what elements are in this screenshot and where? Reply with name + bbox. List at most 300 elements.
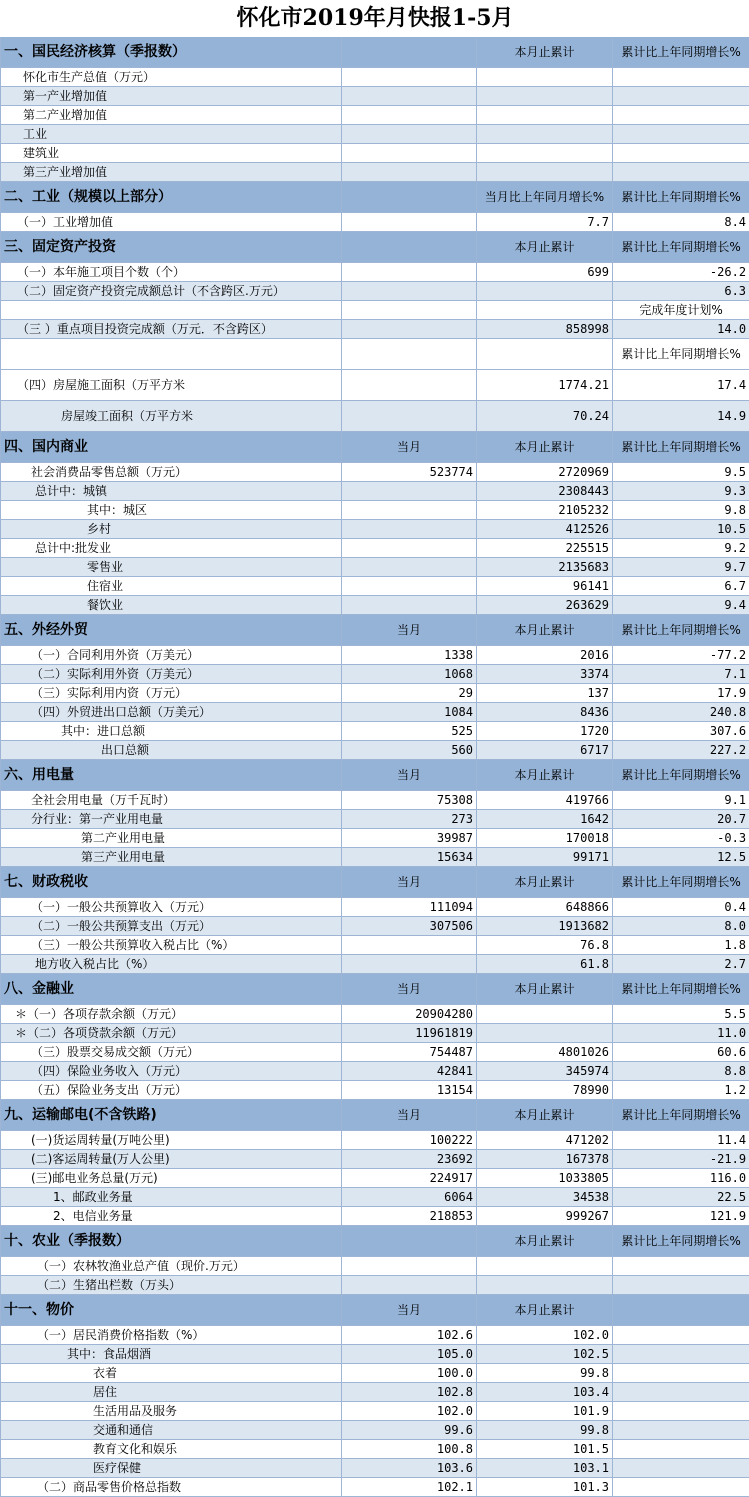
- cell-growth: -0.3: [613, 829, 749, 848]
- cell-cumulative: 6717: [477, 741, 613, 760]
- cell-cumulative: 101.3: [477, 1478, 613, 1497]
- section-title: 十一、物价: [1, 1295, 342, 1326]
- cell-growth: [613, 1257, 749, 1276]
- cell-growth: 17.4: [613, 370, 749, 401]
- table-row: [1, 848, 749, 867]
- cell-growth: 307.6: [613, 722, 749, 741]
- table-row: [1, 1440, 749, 1459]
- row-label: 医疗保健: [1, 1459, 342, 1478]
- cell-cumulative: 103.4: [477, 1383, 613, 1402]
- col-header-growth: 累计比上年同期增长%: [613, 867, 749, 898]
- row-label: （二）生猪出栏数（万头）: [1, 1276, 342, 1295]
- cell-growth: [613, 68, 749, 87]
- col-header-cumulative: 本月止累计: [477, 615, 613, 646]
- cell-growth: 1.2: [613, 1081, 749, 1100]
- cell-month: [342, 955, 477, 974]
- cell-growth: 0.4: [613, 898, 749, 917]
- table-row: [1, 520, 749, 539]
- row-label: 出口总额: [1, 741, 342, 760]
- row-label: 第二产业用电量: [1, 829, 342, 848]
- row-label: 地方收入税占比（%）: [1, 955, 342, 974]
- cell-cumulative: 99171: [477, 848, 613, 867]
- cell-cumulative: 419766: [477, 791, 613, 810]
- col-header-growth: 累计比上年同期增长%: [613, 615, 749, 646]
- cell-growth: [613, 1383, 749, 1402]
- table-row: [1, 1326, 749, 1345]
- cell-month: [342, 539, 477, 558]
- table-row: [1, 125, 749, 144]
- subheader-row: [1, 301, 749, 320]
- page-title: 怀化市2019年月快报1-5月: [1, 1, 749, 37]
- table-row: [1, 68, 749, 87]
- cell-cumulative: 101.9: [477, 1402, 613, 1421]
- col-header-month: [342, 37, 477, 68]
- table-row: [1, 1131, 749, 1150]
- cell-growth: -21.9: [613, 1150, 749, 1169]
- table-row: [1, 665, 749, 684]
- table-row: [1, 1459, 749, 1478]
- cell-cumulative: [477, 1257, 613, 1276]
- cell-month: [342, 263, 477, 282]
- row-label: （四）外贸进出口总额（万美元）: [1, 703, 342, 722]
- col-header-month: 当月: [342, 974, 477, 1005]
- col-header-cumulative: 本月止累计: [477, 1295, 613, 1326]
- table-row: [1, 936, 749, 955]
- table-row: [1, 282, 749, 301]
- col-header-growth: 累计比上年同期增长%: [613, 232, 749, 263]
- cell-cumulative: [477, 1024, 613, 1043]
- cell-cumulative: [477, 301, 613, 320]
- cell-growth: 10.5: [613, 520, 749, 539]
- cell-growth: [613, 1440, 749, 1459]
- section-title: 三、固定资产投资: [1, 232, 342, 263]
- cell-growth: 9.7: [613, 558, 749, 577]
- row-label: （一）合同利用外资（万美元）: [1, 646, 342, 665]
- cell-month: 100.0: [342, 1364, 477, 1383]
- section-title: 五、外经外贸: [1, 615, 342, 646]
- cell-month: [342, 339, 477, 370]
- table-row: [1, 684, 749, 703]
- cell-cumulative: 1642: [477, 810, 613, 829]
- subheader-row: [1, 339, 749, 370]
- cell-growth: [613, 144, 749, 163]
- row-label: 分行业：第一产业用电量: [1, 810, 342, 829]
- cell-month: 75308: [342, 791, 477, 810]
- row-label: 居住: [1, 1383, 342, 1402]
- cell-cumulative: 102.0: [477, 1326, 613, 1345]
- row-label: （一）本年施工项目个数（个）: [1, 263, 342, 282]
- table-row: [1, 401, 749, 432]
- row-label: 第一产业增加值: [1, 87, 342, 106]
- row-label: 住宿业: [1, 577, 342, 596]
- col-header-growth: 累计比上年同期增长%: [613, 974, 749, 1005]
- cell-growth: 227.2: [613, 741, 749, 760]
- table-row: [1, 463, 749, 482]
- cell-month: 20904280: [342, 1005, 477, 1024]
- cell-growth: [613, 1364, 749, 1383]
- col-header-growth: 累计比上年同期增长%: [613, 432, 749, 463]
- row-label: 其中：进口总额: [1, 722, 342, 741]
- table-row: [1, 370, 749, 401]
- cell-cumulative: 96141: [477, 577, 613, 596]
- section-title: 二、工业（规模以上部分）: [1, 182, 342, 213]
- table-row: [1, 955, 749, 974]
- row-label: 怀化市生产总值（万元）: [1, 68, 342, 87]
- section-header-row: [1, 432, 749, 463]
- row-label: 第三产业增加值: [1, 163, 342, 182]
- cell-month: 105.0: [342, 1345, 477, 1364]
- row-label: 交通和通信: [1, 1421, 342, 1440]
- table-row: [1, 163, 749, 182]
- col-header-month: 当月: [342, 760, 477, 791]
- section-title: 十、农业（季报数）: [1, 1226, 342, 1257]
- cell-growth: 240.8: [613, 703, 749, 722]
- row-label: （二）一般公共预算支出（万元）: [1, 917, 342, 936]
- section-header-row: [1, 1100, 749, 1131]
- cell-month: [342, 1276, 477, 1295]
- table-row: [1, 1364, 749, 1383]
- section-header-row: [1, 1295, 749, 1326]
- table-row: [1, 1005, 749, 1024]
- cell-cumulative: 345974: [477, 1062, 613, 1081]
- cell-month: 29: [342, 684, 477, 703]
- table-row: [1, 213, 749, 232]
- row-label: 生活用品及服务: [1, 1402, 342, 1421]
- cell-growth: 20.7: [613, 810, 749, 829]
- cell-growth: 9.2: [613, 539, 749, 558]
- table-row: [1, 501, 749, 520]
- cell-growth: 9.8: [613, 501, 749, 520]
- title-row: [1, 1, 749, 37]
- cell-month: [342, 596, 477, 615]
- row-label: (二)客运周转量(万人公里): [1, 1150, 342, 1169]
- cell-month: 102.6: [342, 1326, 477, 1345]
- table-row: [1, 482, 749, 501]
- cell-cumulative: 78990: [477, 1081, 613, 1100]
- table-row: [1, 596, 749, 615]
- col-header-cumulative: 本月止累计: [477, 974, 613, 1005]
- section-title: 九、运输邮电(不含铁路): [1, 1100, 342, 1131]
- row-label: （三 ）重点项目投资完成额（万元．不含跨区）: [1, 320, 342, 339]
- cell-growth: [613, 1459, 749, 1478]
- cell-growth: 14.0: [613, 320, 749, 339]
- cell-growth: 9.5: [613, 463, 749, 482]
- cell-growth: 7.1: [613, 665, 749, 684]
- row-label: 房屋竣工面积（万平方米: [1, 401, 342, 432]
- table-row: [1, 646, 749, 665]
- cell-month: 754487: [342, 1043, 477, 1062]
- row-label: 第二产业增加值: [1, 106, 342, 125]
- cell-growth: [613, 125, 749, 144]
- cell-month: [342, 577, 477, 596]
- table-row: [1, 1207, 749, 1226]
- row-label: 其中：食品烟酒: [1, 1345, 342, 1364]
- cell-cumulative: 99.8: [477, 1364, 613, 1383]
- cell-cumulative: 1720: [477, 722, 613, 741]
- section-header-row: [1, 615, 749, 646]
- row-label: 第三产业用电量: [1, 848, 342, 867]
- cell-cumulative: 1033805: [477, 1169, 613, 1188]
- cell-month: 560: [342, 741, 477, 760]
- section-title: 六、用电量: [1, 760, 342, 791]
- col-header-cumulative: 当月比上年同月增长%: [477, 182, 613, 213]
- cell-month: 102.0: [342, 1402, 477, 1421]
- cell-month: 13154: [342, 1081, 477, 1100]
- row-label: 教育文化和娱乐: [1, 1440, 342, 1459]
- table-row: [1, 1169, 749, 1188]
- table-row: [1, 1345, 749, 1364]
- col-header-growth: 累计比上年同期增长%: [613, 760, 749, 791]
- cell-cumulative: 263629: [477, 596, 613, 615]
- cell-growth: [613, 1276, 749, 1295]
- table-row: [1, 1081, 749, 1100]
- cell-month: [342, 482, 477, 501]
- cell-cumulative: 103.1: [477, 1459, 613, 1478]
- cell-growth: 22.5: [613, 1188, 749, 1207]
- section-header-row: [1, 232, 749, 263]
- cell-growth: 8.8: [613, 1062, 749, 1081]
- cell-growth: 8.4: [613, 213, 749, 232]
- row-label: ＊（一）各项存款余额（万元）: [1, 1005, 342, 1024]
- cell-month: [342, 87, 477, 106]
- cell-month: [342, 936, 477, 955]
- cell-cumulative: [477, 87, 613, 106]
- cell-month: 23692: [342, 1150, 477, 1169]
- cell-month: 100.8: [342, 1440, 477, 1459]
- cell-growth: 9.4: [613, 596, 749, 615]
- table-row: [1, 1257, 749, 1276]
- col-header-cumulative: 本月止累计: [477, 760, 613, 791]
- cell-growth: 17.9: [613, 684, 749, 703]
- cell-growth: 121.9: [613, 1207, 749, 1226]
- cell-month: 224917: [342, 1169, 477, 1188]
- cell-cumulative: 4801026: [477, 1043, 613, 1062]
- cell-cumulative: 70.24: [477, 401, 613, 432]
- cell-cumulative: 699: [477, 263, 613, 282]
- row-label: 总计中:批发业: [1, 539, 342, 558]
- table-row: [1, 263, 749, 282]
- cell-growth: 9.3: [613, 482, 749, 501]
- row-label: （一）一般公共预算收入（万元）: [1, 898, 342, 917]
- section-title: 四、国内商业: [1, 432, 342, 463]
- cell-month: 273: [342, 810, 477, 829]
- cell-cumulative: [477, 339, 613, 370]
- row-label: （三）实际利用内资（万元）: [1, 684, 342, 703]
- cell-month: [342, 301, 477, 320]
- cell-month: [342, 125, 477, 144]
- section-title: 一、国民经济核算（季报数）: [1, 37, 342, 68]
- cell-growth: 60.6: [613, 1043, 749, 1062]
- row-label: 建筑业: [1, 144, 342, 163]
- cell-cumulative: 858998: [477, 320, 613, 339]
- cell-cumulative: 648866: [477, 898, 613, 917]
- table-row: [1, 1276, 749, 1295]
- cell-cumulative: 99.8: [477, 1421, 613, 1440]
- cell-cumulative: [477, 1005, 613, 1024]
- row-label: （三）一般公共预算收入税占比（%）: [1, 936, 342, 955]
- cell-growth: [613, 1326, 749, 1345]
- row-label: 乡村: [1, 520, 342, 539]
- section-header-row: [1, 37, 749, 68]
- cell-month: 42841: [342, 1062, 477, 1081]
- row-label: （四）房屋施工面积（万平方米: [1, 370, 342, 401]
- cell-cumulative: 2105232: [477, 501, 613, 520]
- col-header-cumulative: 本月止累计: [477, 867, 613, 898]
- cell-growth: [613, 87, 749, 106]
- cell-month: 6064: [342, 1188, 477, 1207]
- cell-month: [342, 163, 477, 182]
- cell-growth: 11.0: [613, 1024, 749, 1043]
- cell-growth: 6.7: [613, 577, 749, 596]
- cell-growth: [613, 163, 749, 182]
- cell-month: [342, 144, 477, 163]
- table-row: [1, 539, 749, 558]
- row-label: （一）工业增加值: [1, 213, 342, 232]
- cell-month: [342, 1257, 477, 1276]
- cell-cumulative: 2135683: [477, 558, 613, 577]
- cell-cumulative: [477, 1276, 613, 1295]
- section-header-row: [1, 974, 749, 1005]
- col-header-cumulative: 本月止累计: [477, 432, 613, 463]
- col-header-month: 当月: [342, 1100, 477, 1131]
- cell-cumulative: 8436: [477, 703, 613, 722]
- row-label: （二）固定资产投资完成额总计（不含跨区.万元）: [1, 282, 342, 301]
- cell-cumulative: 170018: [477, 829, 613, 848]
- table-row: [1, 1383, 749, 1402]
- cell-month: 102.1: [342, 1478, 477, 1497]
- cell-month: [342, 282, 477, 301]
- table-row: [1, 741, 749, 760]
- cell-cumulative: 3374: [477, 665, 613, 684]
- cell-growth: 6.3: [613, 282, 749, 301]
- cell-month: 11961819: [342, 1024, 477, 1043]
- table-row: [1, 810, 749, 829]
- row-label: (一)货运周转量(万吨公里): [1, 1131, 342, 1150]
- table-row: [1, 1402, 749, 1421]
- row-label: (三)邮电业务总量(万元): [1, 1169, 342, 1188]
- cell-growth: 12.5: [613, 848, 749, 867]
- cell-month: [342, 106, 477, 125]
- cell-growth: 9.1: [613, 791, 749, 810]
- section-header-row: [1, 760, 749, 791]
- table-row: [1, 917, 749, 936]
- row-label: 工业: [1, 125, 342, 144]
- cell-month: 218853: [342, 1207, 477, 1226]
- table-row: [1, 1062, 749, 1081]
- row-label: 总计中：城镇: [1, 482, 342, 501]
- cell-cumulative: 999267: [477, 1207, 613, 1226]
- cell-cumulative: [477, 106, 613, 125]
- cell-month: 1068: [342, 665, 477, 684]
- cell-growth: 5.5: [613, 1005, 749, 1024]
- cell-cumulative: [477, 163, 613, 182]
- cell-cumulative: [477, 282, 613, 301]
- cell-growth: 8.0: [613, 917, 749, 936]
- table-row: [1, 898, 749, 917]
- table-row: [1, 558, 749, 577]
- table-row: [1, 320, 749, 339]
- col-header-month: 当月: [342, 867, 477, 898]
- cell-cumulative: 137: [477, 684, 613, 703]
- cell-month: 39987: [342, 829, 477, 848]
- cell-month: [342, 68, 477, 87]
- row-label: 零售业: [1, 558, 342, 577]
- cell-growth: [613, 106, 749, 125]
- cell-cumulative: 2720969: [477, 463, 613, 482]
- cell-growth: 2.7: [613, 955, 749, 974]
- section-header-row: [1, 1226, 749, 1257]
- cell-cumulative: 2016: [477, 646, 613, 665]
- cell-growth: 11.4: [613, 1131, 749, 1150]
- table-row: [1, 106, 749, 125]
- cell-cumulative: [477, 144, 613, 163]
- cell-cumulative: 34538: [477, 1188, 613, 1207]
- col-header-month: [342, 182, 477, 213]
- table-row: [1, 722, 749, 741]
- cell-cumulative: 7.7: [477, 213, 613, 232]
- row-label: 2、电信业务量: [1, 1207, 342, 1226]
- cell-growth: [613, 1478, 749, 1497]
- cell-cumulative: 61.8: [477, 955, 613, 974]
- col-header-cumulative: 本月止累计: [477, 1226, 613, 1257]
- cell-growth: 14.9: [613, 401, 749, 432]
- section-header-row: [1, 867, 749, 898]
- cell-month: [342, 520, 477, 539]
- row-label: [1, 301, 342, 320]
- row-label: （一）农林牧渔业总产值（现价.万元）: [1, 1257, 342, 1276]
- cell-cumulative: 225515: [477, 539, 613, 558]
- cell-growth: 累计比上年同期增长%: [613, 339, 749, 370]
- table-row: [1, 1024, 749, 1043]
- col-header-cumulative: 本月止累计: [477, 232, 613, 263]
- cell-growth: 1.8: [613, 936, 749, 955]
- table-row: [1, 577, 749, 596]
- cell-cumulative: 1774.21: [477, 370, 613, 401]
- cell-cumulative: 167378: [477, 1150, 613, 1169]
- cell-growth: 完成年度计划%: [613, 301, 749, 320]
- cell-cumulative: 1913682: [477, 917, 613, 936]
- row-label: ＊（二）各项贷款余额（万元）: [1, 1024, 342, 1043]
- row-label: 其中：城区: [1, 501, 342, 520]
- cell-growth: [613, 1345, 749, 1364]
- row-label: （二）实际利用外资（万美元）: [1, 665, 342, 684]
- cell-month: 1084: [342, 703, 477, 722]
- table-row: [1, 144, 749, 163]
- table-row: [1, 791, 749, 810]
- cell-growth: [613, 1402, 749, 1421]
- table-row: [1, 1421, 749, 1440]
- cell-growth: [613, 1421, 749, 1440]
- table-row: [1, 703, 749, 722]
- col-header-growth: 累计比上年同期增长%: [613, 1100, 749, 1131]
- cell-growth: 116.0: [613, 1169, 749, 1188]
- col-header-growth: 累计比上年同期增长%: [613, 182, 749, 213]
- col-header-growth: [613, 1295, 749, 1326]
- cell-month: [342, 501, 477, 520]
- cell-cumulative: 76.8: [477, 936, 613, 955]
- cell-month: 1338: [342, 646, 477, 665]
- row-label: （三）股票交易成交额（万元）: [1, 1043, 342, 1062]
- section-title: 八、金融业: [1, 974, 342, 1005]
- table-row: [1, 1478, 749, 1497]
- table-row: [1, 829, 749, 848]
- row-label: （四）保险业务收入（万元）: [1, 1062, 342, 1081]
- row-label: 全社会用电量（万千瓦时）: [1, 791, 342, 810]
- cell-cumulative: 2308443: [477, 482, 613, 501]
- table-row: [1, 87, 749, 106]
- col-header-month: [342, 1226, 477, 1257]
- cell-month: 103.6: [342, 1459, 477, 1478]
